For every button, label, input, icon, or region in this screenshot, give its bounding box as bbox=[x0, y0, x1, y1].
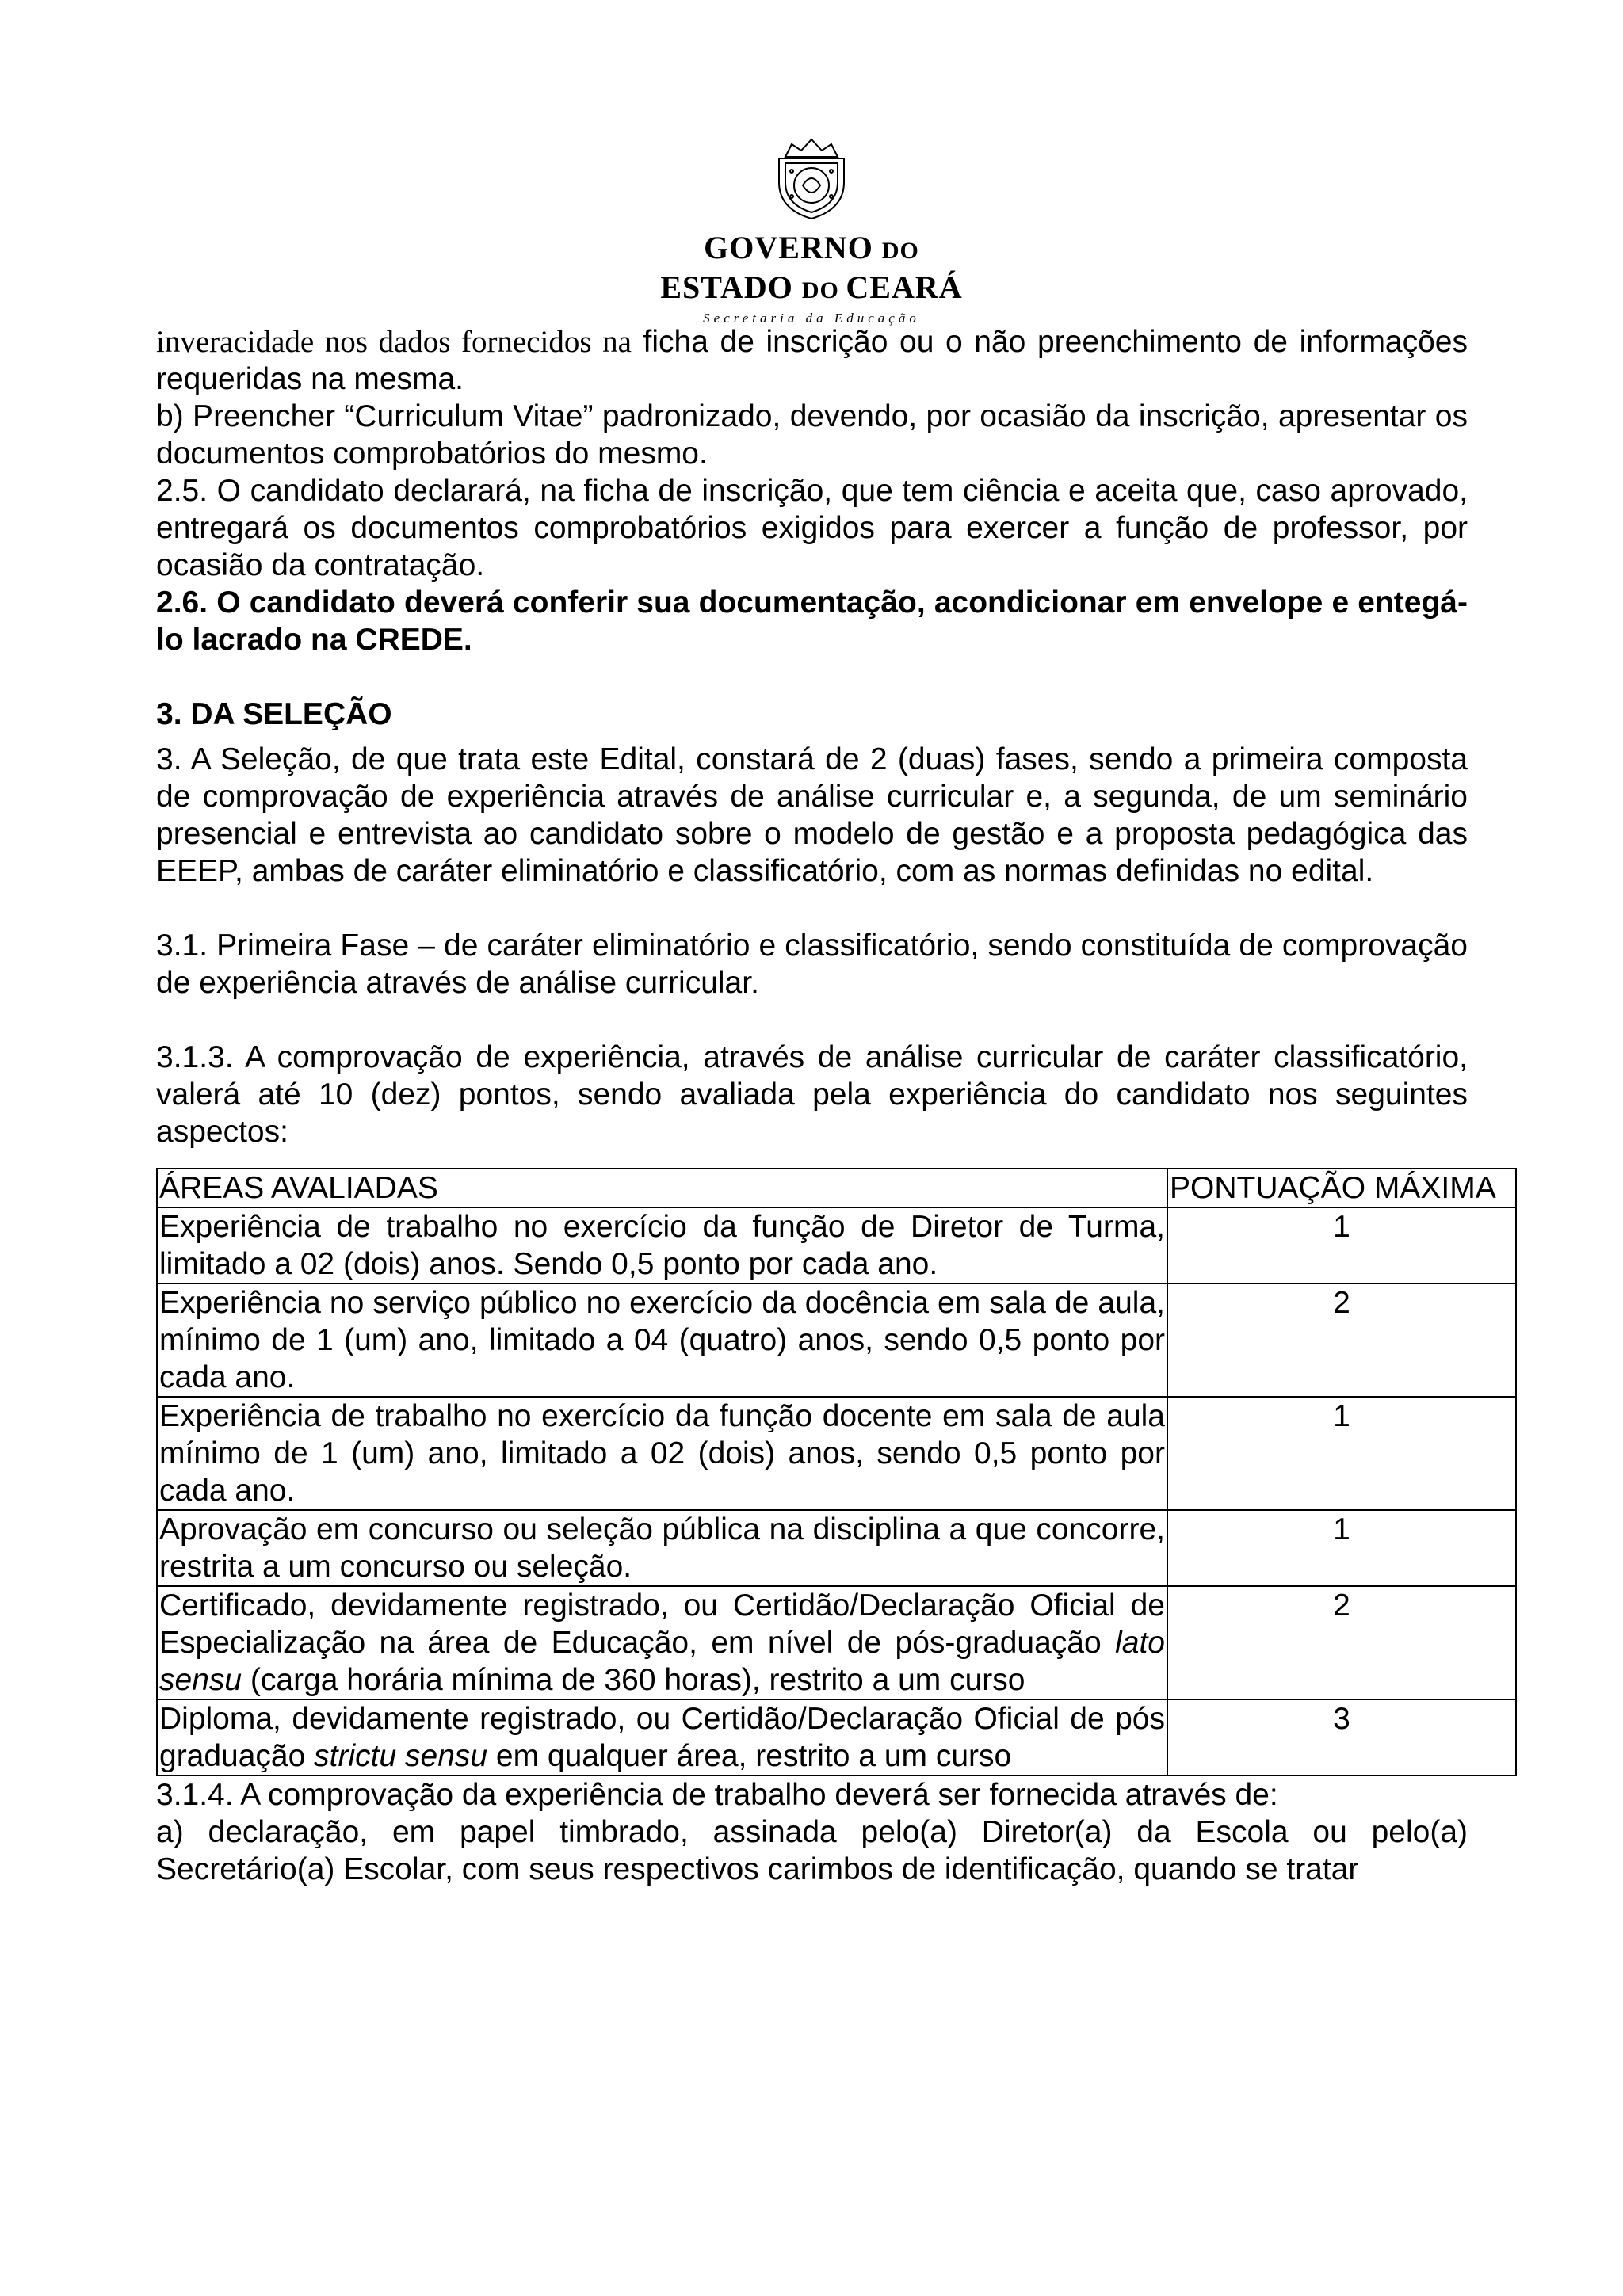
area-cell: Aprovação em concurso ou seleção pública na disciplina a que concorre, restrita a um concurso ou seleção. bbox=[157, 1510, 1167, 1586]
state-crest-icon bbox=[768, 133, 855, 222]
section-heading-selecao: 3. DA SELEÇÃO bbox=[156, 697, 392, 731]
points-cell: 1 bbox=[1167, 1510, 1516, 1586]
table-row bbox=[157, 1586, 1516, 1699]
area-cell: Experiência no serviço público no exercício da docência em sala de aula, mínimo de 1 (um) ano, limitado a 04 (quatro) anos, sendo 0,5 ponto por cada ano. bbox=[157, 1283, 1167, 1397]
table-header-row bbox=[157, 1169, 1516, 1207]
secretariat-subtitle: Secretaria da Educação bbox=[703, 311, 920, 326]
area-italic: lato sensu bbox=[159, 1626, 1165, 1697]
header-pontuacao: PONTUAÇÃO MÁXIMA bbox=[1167, 1169, 1516, 1207]
header-areas: ÁREAS AVALIADAS bbox=[157, 1169, 1167, 1207]
document-header bbox=[0, 133, 1623, 326]
table-row bbox=[157, 1510, 1516, 1586]
area-text: Diploma, devidamente registrado, ou Certidão/Declaração Oficial de pós graduação bbox=[159, 1702, 1165, 1773]
area-cell bbox=[157, 1699, 1167, 1775]
paragraph-3-1-4: 3.1.4. A comprovação da experiência de trabalho deverá ser fornecida através de: bbox=[156, 1778, 1278, 1812]
points-cell: 1 bbox=[1167, 1397, 1516, 1510]
government-name-line2: ESTADO DO CEARÁ bbox=[660, 269, 963, 305]
points-cell: 3 bbox=[1167, 1699, 1516, 1775]
area-text: Certificado, devidamente registrado, ou Certidão/Declaração Oficial de Especialização na área de Educação, em nível de pós-graduação bbox=[159, 1589, 1165, 1660]
table-row bbox=[157, 1283, 1516, 1397]
paragraph-3-1: 3.1. Primeira Fase – de caráter eliminatório e classificatório, sendo constituída de comprovação de experiência através de análise curricular. bbox=[156, 929, 1468, 1000]
evaluation-table bbox=[156, 1168, 1517, 1776]
table-row bbox=[157, 1207, 1516, 1283]
points-cell: 2 bbox=[1167, 1586, 1516, 1699]
paragraph-declaracao: a) declaração, em papel timbrado, assinada pelo(a) Diretor(a) da Escola ou pelo(a) Secretário(a) Escolar, com seus respectivos carimbos de identificação, quando se tratar bbox=[156, 1815, 1468, 1886]
points-cell: 2 bbox=[1167, 1283, 1516, 1397]
area-cell: Experiência de trabalho no exercício da função de Diretor de Turma, limitado a 02 (dois) anos. Sendo 0,5 ponto por cada ano. bbox=[157, 1207, 1167, 1283]
table-row bbox=[157, 1699, 1516, 1775]
paragraph-3: 3. A Seleção, de que trata este Edital, constará de 2 (duas) fases, sendo a primeira composta de comprovação de experiência através de análise curricular e, a segunda, de um seminário presencial e entrevista ao candidato sobre o modelo de gestão e a proposta pedagógica das EEEP, ambas de caráter eliminatório e classificatório, com as normas definidas no edital. bbox=[156, 742, 1468, 888]
area-cell: Experiência de trabalho no exercício da função docente em sala de aula mínimo de 1 (um) ano, limitado a 02 (dois) anos, sendo 0,5 ponto por cada ano. bbox=[157, 1397, 1167, 1510]
paragraph-curriculum: b) Preencher “Curriculum Vitae” padronizado, devendo, por ocasião da inscrição, apresentar os documentos comprobatórios do mesmo. bbox=[156, 399, 1468, 471]
document-body bbox=[156, 323, 1496, 1888]
serif-fragment: inveracidade nos dados fornecidos na bbox=[156, 325, 632, 359]
government-name-line1: GOVERNO DO bbox=[704, 230, 919, 265]
area-italic: strictu sensu bbox=[314, 1739, 488, 1773]
table-row bbox=[157, 1397, 1516, 1510]
area-cell bbox=[157, 1586, 1167, 1699]
paragraph-2-6: 2.6. O candidato deverá conferir sua documentação, acondicionar em envelope e entegá-lo lacrado na CREDE. bbox=[156, 585, 1468, 657]
paragraph-inveracidade bbox=[156, 323, 1468, 398]
area-text: em qualquer área, restrito a um curso bbox=[487, 1739, 1012, 1773]
paragraph-3-1-3: 3.1.3. A comprovação de experiência, através de análise curricular de caráter classificatório, valerá até 10 (dez) pontos, sendo avaliada pela experiência do candidato nos seguintes aspectos: bbox=[156, 1040, 1468, 1149]
points-cell: 1 bbox=[1167, 1207, 1516, 1283]
area-text: (carga horária mínima de 360 horas), restrito a um curso bbox=[242, 1663, 1025, 1697]
paragraph-fragment: ficha de inscrição ou o não preenchimento de informações requeridas na mesma. bbox=[156, 325, 1468, 396]
paragraph-2-5: 2.5. O candidato declarará, na ficha de inscrição, que tem ciência e aceita que, caso aprovado, entregará os documentos comprobatórios exigidos para exercer a função de professor, por ocasião da contratação. bbox=[156, 474, 1468, 582]
